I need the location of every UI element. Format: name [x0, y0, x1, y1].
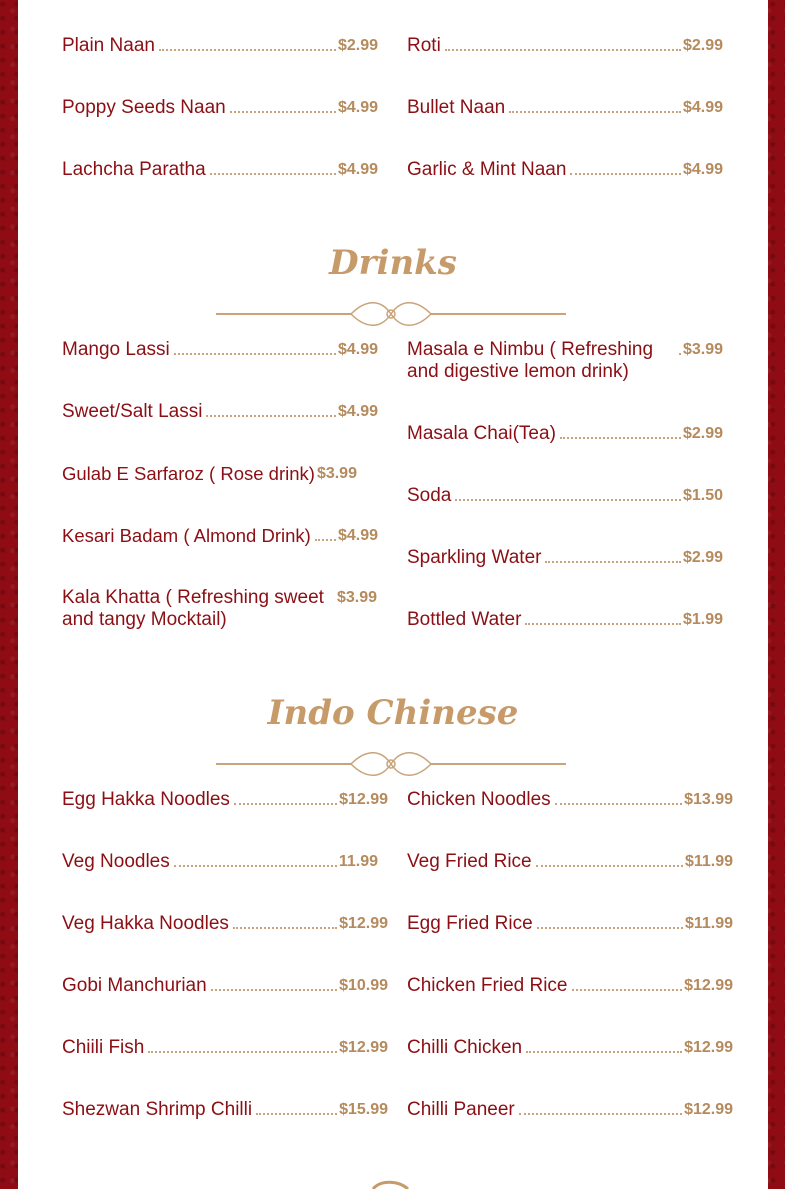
menu-item — [407, 975, 733, 997]
menu-item — [62, 159, 378, 181]
item-name: Egg Hakka Noodles — [62, 789, 230, 810]
item-name: Gobi Manchurian — [62, 975, 207, 996]
menu-item — [407, 1099, 733, 1121]
item-price: $2.99 — [682, 37, 723, 54]
menu-item — [62, 463, 378, 485]
item-name: Soda — [407, 485, 452, 506]
item-name: Kesari Badam ( Almond Drink) — [62, 525, 311, 546]
item-price: $3.99 — [682, 341, 723, 358]
dot-leader — [315, 525, 336, 541]
menu-item — [62, 1037, 388, 1059]
dot-leader — [230, 97, 336, 113]
menu-item — [407, 423, 723, 445]
item-name: Sweet/Salt Lassi — [62, 401, 203, 422]
item-name: Mango Lassi — [62, 339, 170, 360]
item-price: $12.99 — [339, 1039, 388, 1056]
item-name: Veg Fried Rice — [407, 851, 532, 872]
item-name: Roti — [407, 35, 441, 56]
menu-item — [62, 913, 388, 935]
dot-leader — [555, 789, 682, 805]
item-price: 11.99 — [338, 853, 378, 870]
item-name: Veg Noodles — [62, 851, 170, 872]
item-price: $12.99 — [684, 977, 733, 994]
item-name: Masala e Nimbu ( Refreshing and digestive lemon drink) — [407, 339, 677, 383]
menu-item — [407, 97, 723, 119]
item-price: $1.99 — [682, 611, 723, 628]
item-price: $1.50 — [682, 487, 723, 504]
dot-leader — [233, 913, 337, 929]
section-title-drinks: Drinks — [329, 243, 457, 283]
item-name: Masala Chai(Tea) — [407, 423, 556, 444]
dot-leader — [537, 913, 683, 929]
ornament-divider-icon — [216, 747, 566, 781]
item-price: $11.99 — [684, 853, 733, 870]
section-title-indo-chinese: Indo Chinese — [267, 693, 519, 733]
item-price: $4.99 — [682, 161, 723, 178]
menu-item — [62, 339, 378, 361]
item-name: Bullet Naan — [407, 97, 506, 118]
dot-leader — [455, 485, 681, 501]
dot-leader — [572, 975, 683, 991]
dot-leader — [570, 159, 681, 175]
dot-leader — [174, 851, 337, 867]
menu-item — [62, 851, 378, 873]
item-name: Chicken Noodles — [407, 789, 551, 810]
dot-leader — [174, 339, 336, 355]
dot-leader — [210, 159, 336, 175]
item-price: $4.99 — [337, 403, 378, 420]
menu-item — [407, 913, 733, 935]
menu-item — [407, 1037, 733, 1059]
item-price: $15.99 — [339, 1101, 388, 1118]
dot-leader — [536, 851, 683, 867]
dot-leader — [526, 1037, 682, 1053]
item-price: $4.99 — [337, 99, 378, 116]
item-price: $4.99 — [682, 99, 723, 116]
item-name: Gulab E Sarfaroz ( Rose drink) — [62, 463, 315, 484]
item-price: $3.99 — [337, 589, 378, 606]
menu-item — [407, 609, 723, 631]
item-price: $4.99 — [337, 161, 378, 178]
item-name: Bottled Water — [407, 609, 522, 630]
item-name: Chiili Fish — [62, 1037, 145, 1058]
item-price: $4.99 — [337, 341, 378, 358]
menu-item — [407, 789, 733, 811]
next-section-ornament-icon — [368, 1180, 418, 1189]
item-name: Shezwan Shrimp Chilli — [62, 1099, 253, 1120]
dot-leader — [148, 1037, 337, 1053]
item-name: Lachcha Paratha — [62, 159, 206, 180]
item-price: $12.99 — [339, 915, 388, 932]
menu-item — [62, 789, 388, 811]
dot-leader — [525, 609, 681, 625]
item-name: Sparkling Water — [407, 547, 542, 568]
menu-page — [18, 0, 768, 1189]
item-price: $2.99 — [682, 549, 723, 566]
menu-item — [62, 525, 378, 547]
item-price: $10.99 — [339, 977, 388, 994]
menu-item — [62, 1099, 388, 1121]
dot-leader — [560, 423, 681, 439]
menu-item — [407, 485, 723, 507]
dot-leader — [545, 547, 680, 563]
menu-item — [62, 35, 378, 57]
item-price: $12.99 — [684, 1039, 733, 1056]
menu-item — [62, 587, 378, 631]
item-name: Veg Hakka Noodles — [62, 913, 229, 934]
menu-item — [407, 547, 723, 569]
menu-item — [407, 851, 733, 873]
dot-leader — [211, 975, 337, 991]
menu-item — [62, 975, 388, 997]
item-name: Kala Khatta ( Refreshing sweet and tangy Mocktail) — [62, 587, 337, 631]
item-price: $4.99 — [337, 527, 378, 544]
item-name: Plain Naan — [62, 35, 155, 56]
item-name: Chicken Fried Rice — [407, 975, 568, 996]
dot-leader — [206, 401, 335, 417]
dot-leader — [234, 789, 337, 805]
item-name: Poppy Seeds Naan — [62, 97, 226, 118]
dot-leader — [445, 35, 681, 51]
item-price: $12.99 — [339, 791, 388, 808]
dot-leader — [679, 339, 681, 355]
item-name: Chilli Chicken — [407, 1037, 523, 1058]
item-price: $2.99 — [682, 425, 723, 442]
item-price: $12.99 — [684, 1101, 733, 1118]
ornament-divider-icon — [216, 297, 566, 331]
dot-leader — [519, 1099, 682, 1115]
menu-item — [62, 97, 378, 119]
dot-leader — [509, 97, 681, 113]
dot-leader — [256, 1099, 337, 1115]
item-price: $13.99 — [684, 791, 733, 808]
dot-leader — [159, 35, 336, 51]
item-name: Egg Fried Rice — [407, 913, 533, 934]
menu-item — [62, 401, 378, 423]
menu-item — [407, 339, 723, 383]
menu-item — [407, 35, 723, 57]
menu-item — [407, 159, 723, 181]
item-price: $11.99 — [684, 915, 733, 932]
item-price: $3.99 — [316, 465, 357, 482]
item-name: Garlic & Mint Naan — [407, 159, 567, 180]
item-name: Chilli Paneer — [407, 1099, 515, 1120]
item-price: $2.99 — [337, 37, 378, 54]
